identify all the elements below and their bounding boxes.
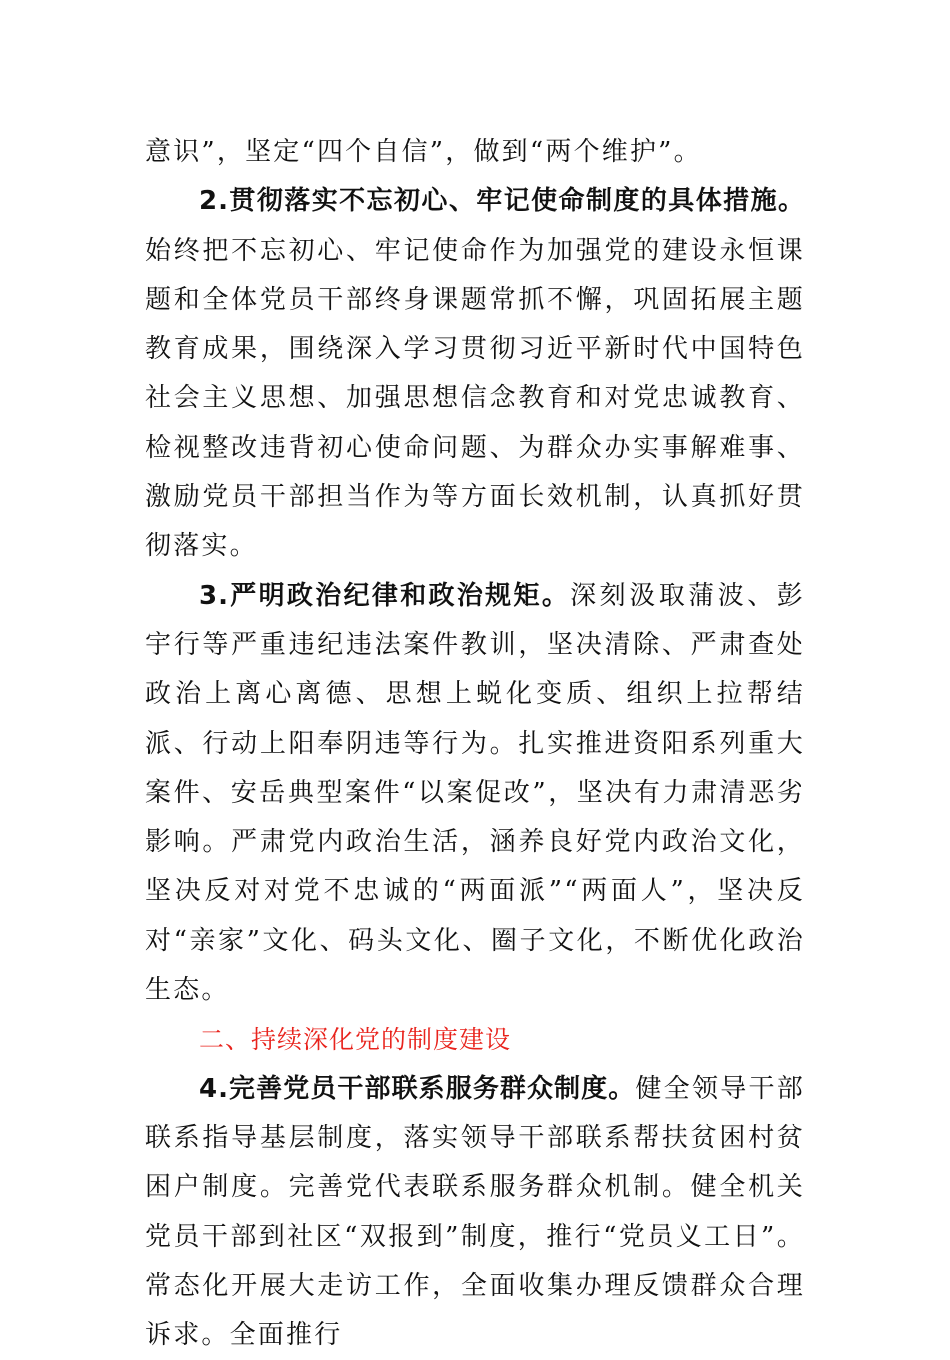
paragraph-4-body: 健全领导干部联系指导基层制度，落实领导干部联系帮扶贫困村贫困户制度。完善党代表联系服务群众机制。健全机关党员干部到社区“双报到”制度，推行“党员义工日”。常态化开展大走访工作，全面收集办理反馈群众合理诉求。全面推行: [145, 1073, 806, 1351]
document-body: [145, 128, 805, 1360]
paragraph-2: [145, 177, 805, 571]
paragraph-4: [145, 1065, 805, 1360]
paragraph-4-lead: 4.完善党员干部联系服务群众制度。: [199, 1073, 636, 1104]
paragraph-3: [145, 572, 805, 1016]
section-heading: 二、持续深化党的制度建设: [199, 1025, 512, 1055]
paragraph-1: [145, 128, 805, 177]
paragraph-3-lead: 3.严明政治纪律和政治规矩。: [199, 580, 571, 611]
paragraph-3-body: 深刻汲取蒲波、彭宇行等严重违纪违法案件教训，坚决清除、严肃查处政治上离心离德、思想上蜕化变质、组织上拉帮结派、行动上阳奉阴违等行为。扎实推进资阳系列重大案件、安岳典型案件“以案促改”，坚决有力肃清恶劣影响。严肃党内政治生活，涵养良好党内政治文化，坚决反对对党不忠诚的“两面派”“两面人”，坚决反对“亲家”文化、码头文化、圈子文化，不断优化政治生态。: [145, 580, 806, 1006]
paragraph-2-lead: 2.贯彻落实不忘初心、牢记使命制度的具体措施。: [199, 186, 805, 217]
paragraph-2-body: 始终把不忘初心、牢记使命作为加强党的建设永恒课题和全体党员干部终身课题常抓不懈，巩固拓展主题教育成果，围绕深入学习贯彻习近平新时代中国特色社会主义思想、加强思想信念教育和对党忠诚教育、检视整改违背初心使命问题、为群众办实事解难事、激励党员干部担当作为等方面长效机制，认真抓好贯彻落实。: [145, 235, 805, 562]
paragraph-1-body: 意识”，坚定“四个自信”，做到“两个维护”。: [145, 137, 702, 167]
